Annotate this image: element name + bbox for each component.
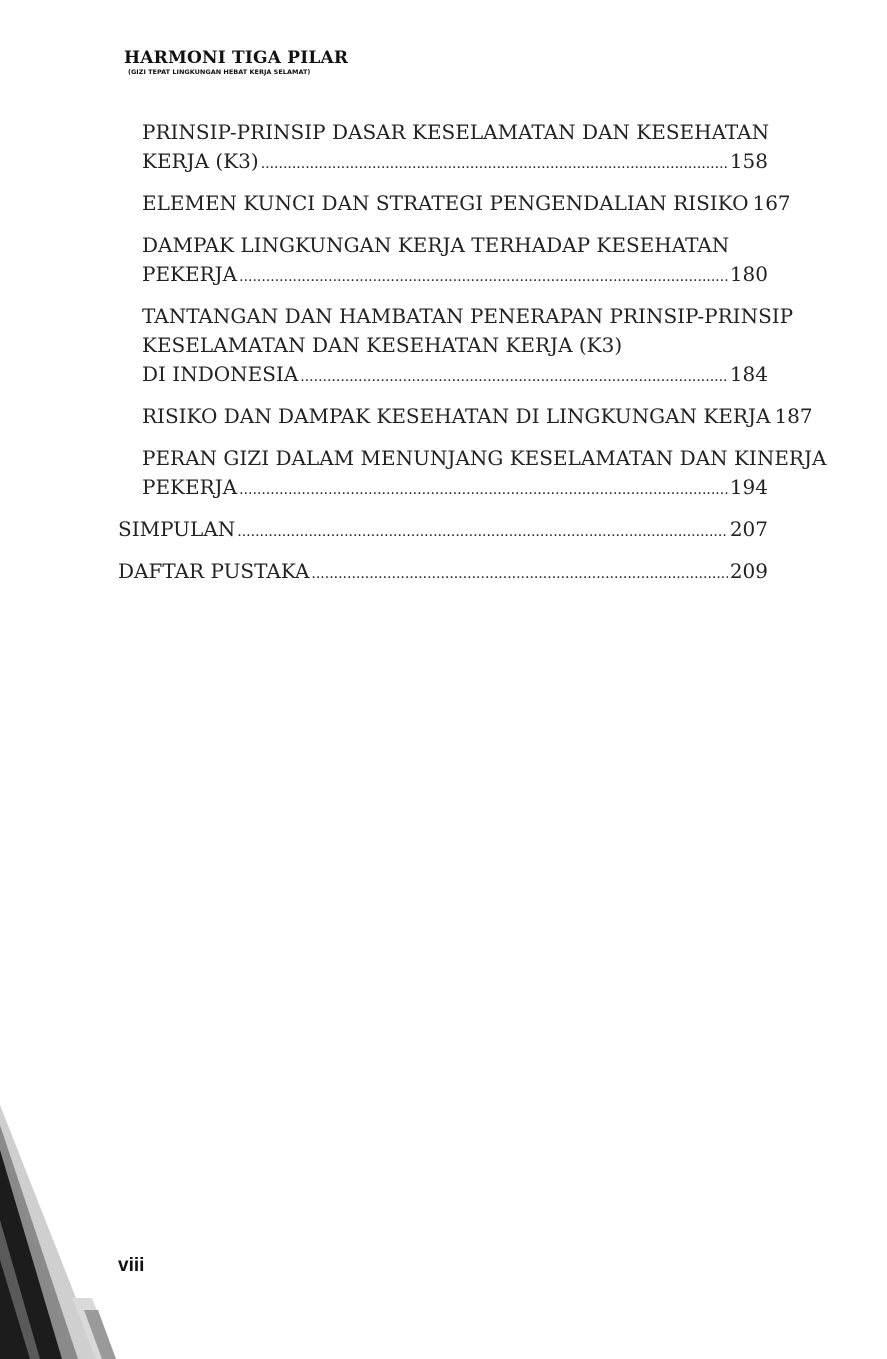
book-title: HARMONI TIGA PILAR [124,48,349,68]
toc-page-number: 209 [729,559,768,583]
toc-entry-text: RISIKO DAN DAMPAK KESEHATAN DI LINGKUNGAN KERJA [142,404,771,428]
toc-entry-text: ELEMEN KUNCI DAN STRATEGI PENGENDALIAN RISIKO [142,191,749,215]
toc-page-number: 158 [729,149,768,173]
toc-entry-line: KESELAMATAN DAN KESEHATAN KERJA (K3) [142,333,623,357]
toc-entry-text: PEKERJA [142,475,238,499]
book-subtitle: (GIZI TEPAT LINGKUNGAN HEBAT KERJA SELAMAT) [128,68,311,76]
toc-page-number: 184 [729,362,768,386]
toc-entry-line: TANTANGAN DAN HAMBATAN PENERAPAN PRINSIP-PRINSIP [142,304,794,328]
toc-page-number: 180 [729,262,768,286]
toc-page-number: 187 [774,404,813,428]
toc-entry-text: KERJA (K3) [142,149,259,173]
toc-entry-text: PEKERJA [142,262,238,286]
toc-entry-text: DI INDONESIA [142,362,299,386]
toc-entry-text: DAFTAR PUSTAKA [118,559,310,583]
toc-entry-line: PERAN GIZI DALAM MENUNJANG KESELAMATAN DAN KINERJA [142,446,827,470]
toc-page-number: 167 [752,191,791,215]
toc-entry-line: DAMPAK LINGKUNGAN KERJA TERHADAP KESEHATAN [142,233,730,257]
toc-page-number: 207 [729,517,768,541]
toc-page-number: 194 [729,475,768,499]
toc-entry-text: SIMPULAN [118,517,236,541]
toc-entry-line: PRINSIP-PRINSIP DASAR KESELAMATAN DAN KESEHATAN [142,120,770,144]
page-number: viii [118,1255,145,1276]
